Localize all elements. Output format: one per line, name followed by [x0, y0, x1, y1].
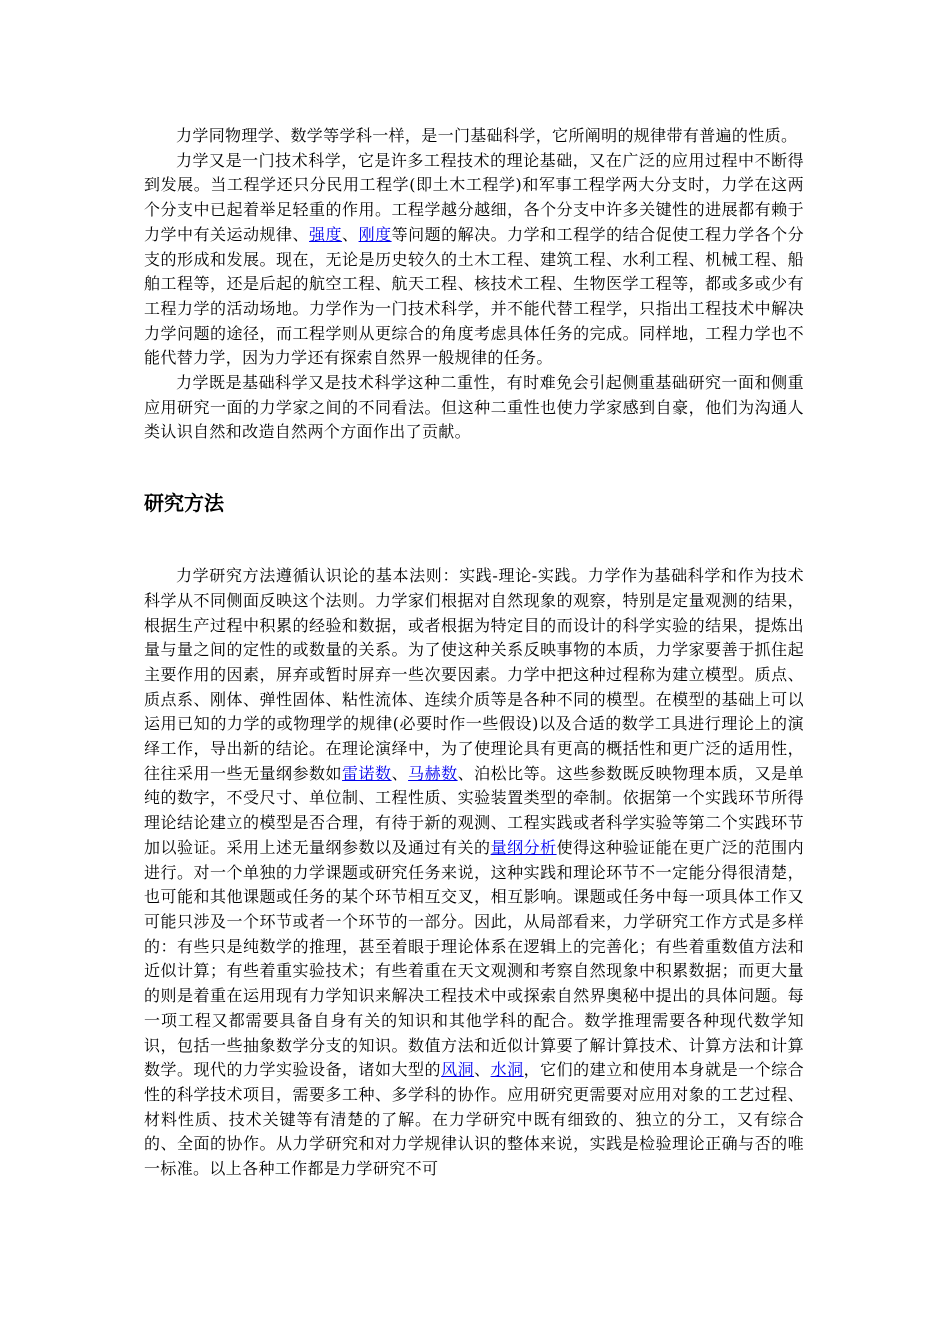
paragraph-text: 使得这种验证能在更广泛的范围内进行。对一个单独的力学课题或研究任务来说，这种实践和理论环节不一定能分得很清楚，也可能和其他课题或任务的某个环节相互交叉，相互影响。课题或任务中每一项具体工作又可能只涉及一个环节或者一个环节的一部分。因此，从局部看来，力学研究工作方式是多样的：有些只是纯数学的推理，甚至着眼于理论体系在逻辑上的完善化；有些着重数值方法和近似计算；有些着重实验技术；有些着重在天文观测和考察自然现象中积累数据；而更大量的则是着重在运用现有力学知识来解决工程技术中或探索自然界奥秘中提出的具体问题。每一项工程又都需要具备自身有关的知识和其他学科的配合。数学推理需要各种现代数学知识，包括一些抽象数学分支的知识。数值方法和近似计算要了解计算技术、计算方法和计算数学。现代的力学实验设备，诸如大型的 — [144, 837, 804, 1080]
paragraph-text: 、泊松比等。这些参数既反映物理本质，又是单纯的数字，不受尺寸、单位制、工程性质、实验装置类型的牵制。依据第一个实践环节所得理论结论建立的模型是否合理，有待于新的观测、工程实践或者科学实验等第二个实践环节加以验证。采用上述无量纲参数以及通过有关的 — [144, 763, 804, 857]
paragraph-basic-science — [144, 124, 804, 149]
link-dimensional-analysis[interactable]: 量纲分析 — [490, 837, 557, 857]
link-water-tunnel[interactable]: 水洞 — [490, 1060, 524, 1080]
paragraph-research-methods — [144, 564, 804, 1182]
link-strength[interactable]: 强度 — [309, 224, 343, 244]
paragraph-text: 力学研究方法遵循认识论的基本法则：实践-理论-实践。力学作为基础科学和作为技术科学从不同侧面反映这个法则。力学家们根据对自然现象的观察，特别是定量观测的结果，根据生产过程中积累的经验和数据，或者根据为特定目的而设计的科学实验的结果，提炼出量与量之间的定性的或数量的关系。为了使这种关系反映事物的本质，力学家要善于抓住起主要作用的因素，屏弃或暂时屏弃一些次要因素。力学中把这种过程称为建立模型。质点、质点系、刚体、弹性固体、粘性流体、连续介质等是各种不同的模型。在模型的基础上可以运用已知的力学的或物理学的规律(必要时作一些假设)以及合适的数学工具进行理论上的演绎工作，导出新的结论。在理论演绎中，为了使理论具有更高的概括性和更广泛的适用性，往往采用一些无量纲参数如 — [144, 566, 804, 783]
research-methods-section — [144, 564, 804, 1182]
section-heading-research-methods: 研究方法 — [144, 491, 224, 516]
paragraph-duality — [144, 371, 804, 445]
paragraph-technical-science — [144, 149, 804, 371]
paragraph-text: 、 — [342, 224, 359, 244]
paragraph-text: 力学又是一门技术科学，它是许多工程技术的理论基础，又在广泛的应用过程中不断得到发展。当工程学还只分民用工程学(即土木工程学)和军事工程学两大分支时，力学在这两个分支中已起着举足轻重的作用。工程学越分越细，各个分支中许多关键性的进展都有赖于力学中有关运动规律、 — [144, 150, 804, 244]
link-mach-number[interactable]: 马赫数 — [408, 763, 458, 783]
link-reynolds-number[interactable]: 雷诺数 — [342, 763, 392, 783]
link-stiffness[interactable]: 刚度 — [358, 224, 392, 244]
link-wind-tunnel[interactable]: 风洞 — [441, 1060, 475, 1080]
paragraph-text: 、 — [474, 1060, 491, 1080]
document-page — [144, 124, 804, 1182]
intro-section — [144, 124, 804, 445]
paragraph-text: ，它们的建立和使用本身就是一个综合性的科学技术项目，需要多工种、多学科的协作。应用研究更需要对应用对象的工艺过程、材料性质、技术关键等有清楚的了解。在力学研究中既有细致的、独立的分工，又有综合的、全面的协作。从力学研究和对力学规律认识的整体来说，实践是检验理论正确与否的唯一标准。以上各种工作都是力学研究不可 — [144, 1060, 805, 1179]
paragraph-text: 、 — [391, 763, 409, 783]
paragraph-text: 等问题的解决。力学和工程学的结合促使工程力学各个分支的形成和发展。现在，无论是历史较久的土木工程、建筑工程、水利工程、机械工程、船舶工程等，还是后起的航空工程、航天工程、核技术工程、生物医学工程等，都或多或少有工程力学的活动场地。力学作为一门技术科学，并不能代替工程学，只指出工程技术中解决力学问题的途径，而工程学则从更综合的角度考虑具体任务的完成。同样地，工程力学也不能代替力学，因为力学还有探索自然界一般规律的任务。 — [144, 224, 804, 368]
paragraph-text: 力学既是基础科学又是技术科学这种二重性，有时难免会引起侧重基础研究一面和侧重应用研究一面的力学家之间的不同看法。但这种二重性也使力学家感到自豪，他们为沟通人类认识自然和改造自然两个方面作出了贡献。 — [144, 373, 804, 442]
paragraph-text: 力学同物理学、数学等学科一样，是一门基础科学，它所阐明的规律带有普遍的性质。 — [176, 126, 798, 145]
